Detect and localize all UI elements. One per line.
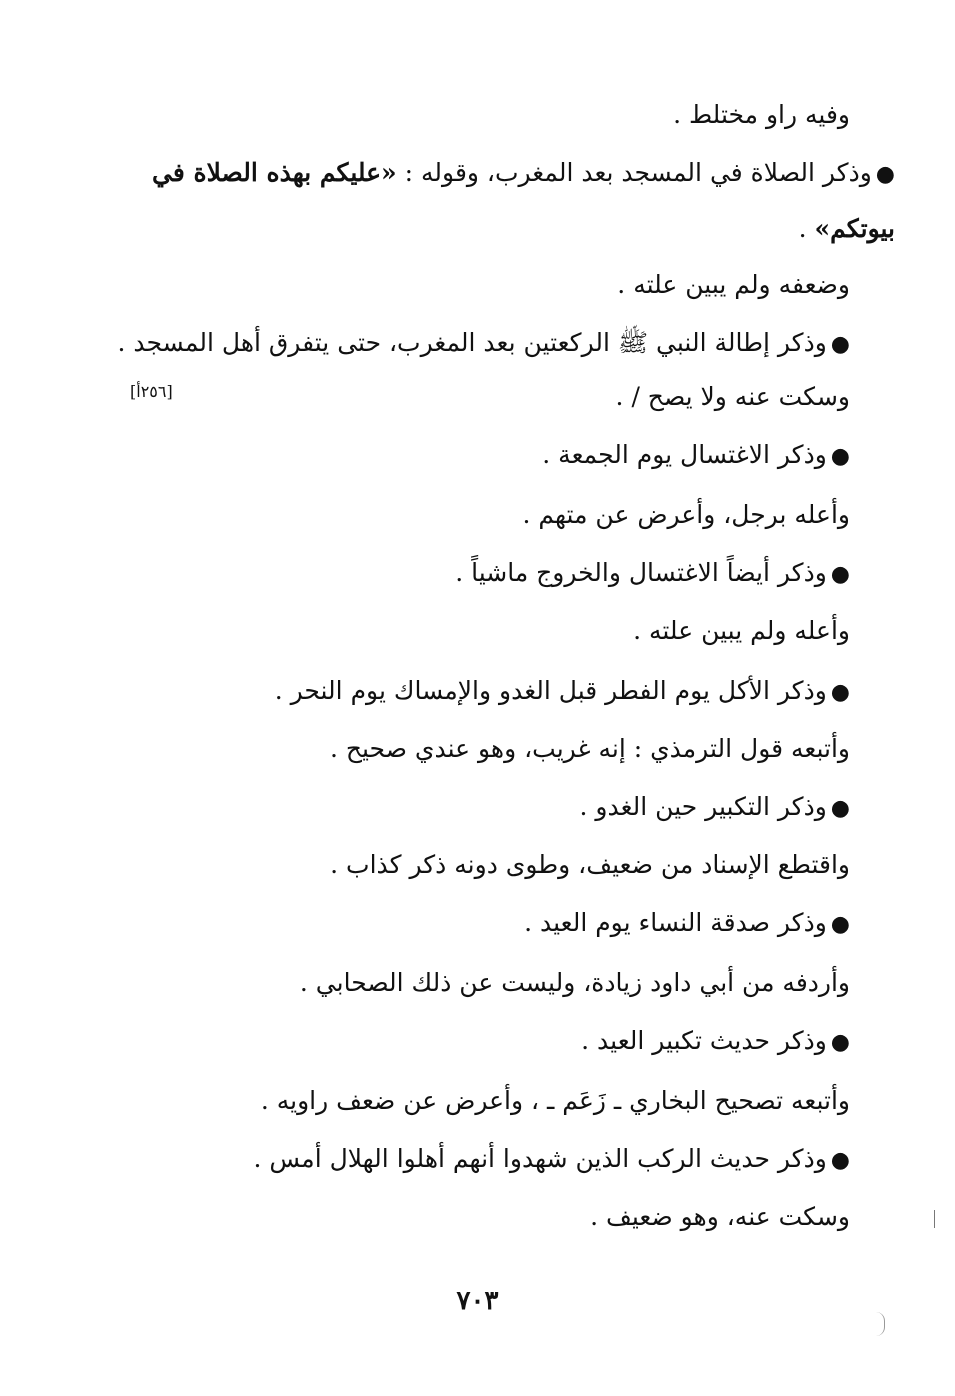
line-text: وفيه راو مختلط . [673,100,850,129]
page-number: ٧٠٣ [456,1286,499,1316]
text-line [330,726,850,772]
bullet-line [580,784,850,830]
text-line [633,608,850,654]
bullet-line [275,668,850,714]
line-text: وذكر حديث الركب الذين شهدوا أنهم أهلوا الهلال أمس . [253,1144,827,1173]
line-text: وأعله ولم يبين علته . [633,616,850,645]
bullet-icon: ● [830,444,850,469]
quote-text: «عليكم بهذه الصلاة في [152,158,397,187]
bullet-icon: ● [875,162,895,187]
line-text: وأتبعه تصحيح البخاري ـ زَعَم ـ ، وأعرض عن ضعف راويه . [260,1086,850,1115]
bullet-line [254,1136,850,1182]
text-line [261,1078,850,1124]
line-text: وذكر صدقة النساء يوم العيد . [524,908,827,937]
line-text: وأتبعه قول الترمذي : إنه غريب، وهو عندي صحيح . [329,734,850,763]
line-text: وذكر إطالة النبي ﷺ الركعتين بعد المغرب، حتى يتفرق أهل المسجد . [117,328,827,357]
bullet-line [581,1018,850,1064]
scan-edge-mark [934,1210,935,1228]
manuscript-folio-ref: [٢٥٦أ] [130,382,173,401]
line-text: وأعله برجل، وأعرض عن متهم . [522,500,850,529]
text-line [616,374,850,420]
bullet-icon: ● [830,332,850,357]
scan-edge-mark [876,1312,885,1336]
line-text: وسكت عنه، وهو ضعيف . [590,1202,850,1231]
line-text: وذكر حديث تكبير العيد . [581,1026,827,1055]
bullet-icon: ● [830,796,850,821]
text-line [673,92,850,138]
line-text: وأردفه من أبي داود زيادة، وليست عن ذلك الصحابي . [299,968,850,997]
line-text: وذكر التكبير حين الغدو . [579,792,827,821]
line-text: واقتطع الإسناد من ضعيف، وطوى دونه ذكر كذاب . [330,850,850,879]
text-line [617,262,850,308]
text-line [330,842,850,888]
line-text: . [798,214,815,243]
line-text: وذكر أيضاً الاغتسال والخروج ماشياً . [455,558,827,587]
quote-text: بيوتكم» [814,214,895,243]
bullet-line [455,550,850,596]
text-line [300,960,850,1006]
bullet-line [542,432,850,478]
line-text: وذكر الصلاة في المسجد بعد المغرب، وقوله : [396,158,872,187]
bullet-icon: ● [830,912,850,937]
text-line [590,1194,850,1240]
bullet-icon: ● [830,1030,850,1055]
line-text: وضعفه ولم يبين علته . [617,270,850,299]
bullet-line [524,900,850,946]
bullet-line [152,150,895,196]
bullet-icon: ● [830,680,850,705]
bullet-icon: ● [830,562,850,587]
line-text: وسكت عنه ولا يصح / . [615,382,850,411]
text-line [522,492,850,538]
bullet-icon: ● [830,1148,850,1173]
bullet-line [117,320,850,366]
line-text: وذكر الأكل يوم الفطر قبل الغدو والإمساك يوم النحر . [274,676,827,705]
line-text: وذكر الاغتسال يوم الجمعة . [542,440,827,469]
text-line [799,206,895,252]
